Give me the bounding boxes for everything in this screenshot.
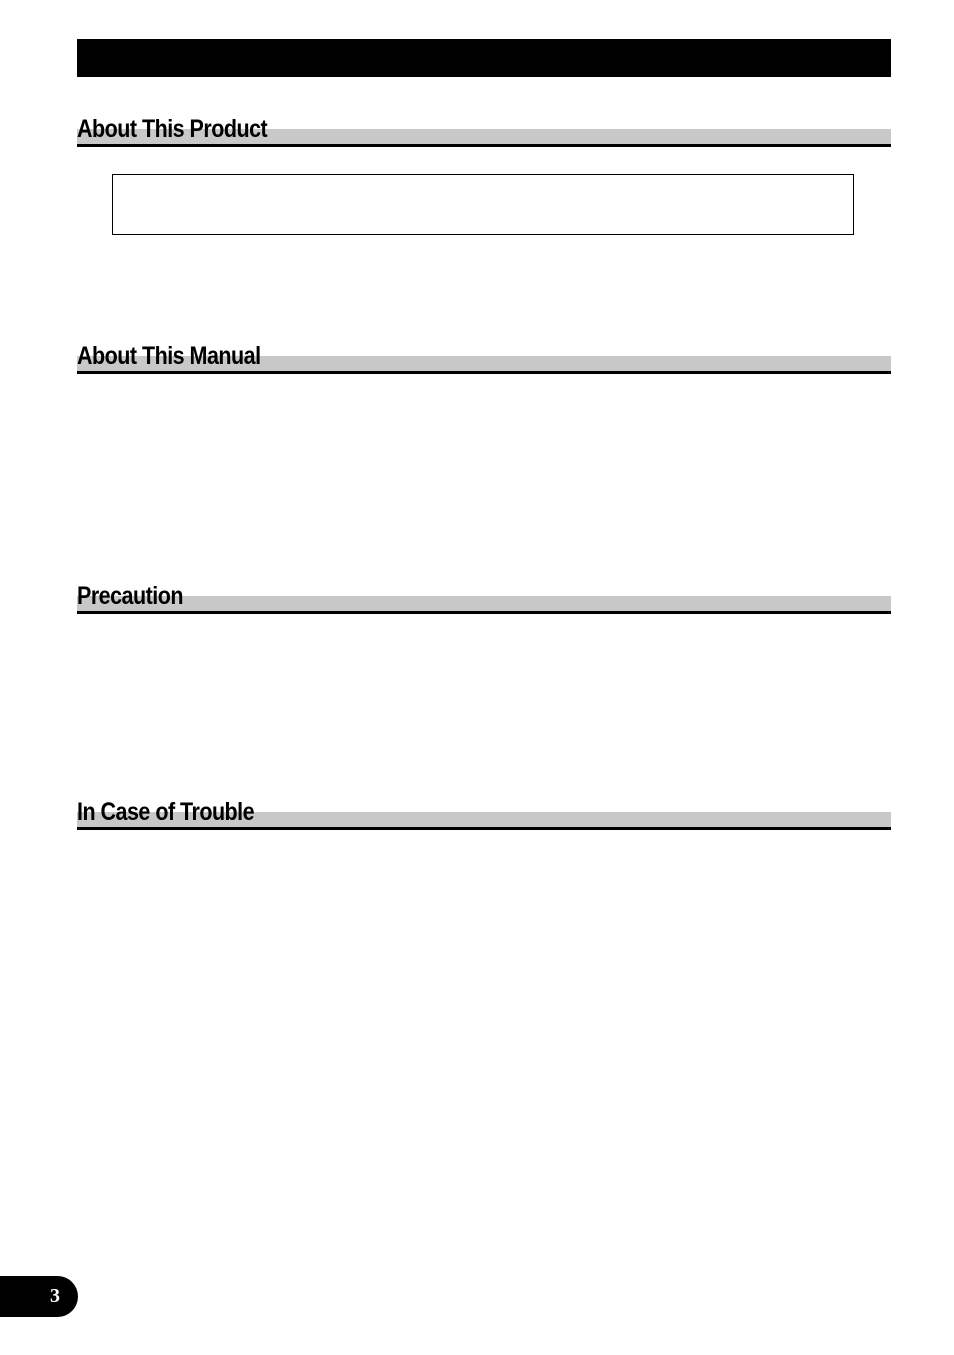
- section-heading-in-case-of-trouble: [77, 794, 891, 830]
- section-heading-about-this-manual: [77, 338, 891, 374]
- notice-box: [112, 174, 854, 235]
- section-heading-about-this-product: [77, 111, 891, 147]
- section-title: About This Manual: [77, 342, 261, 370]
- section-title: About This Product: [77, 115, 268, 143]
- heading-rule: [77, 827, 891, 830]
- page-number-tab: [0, 1276, 78, 1317]
- section-title: Precaution: [77, 582, 183, 610]
- section-heading-precaution: [77, 578, 891, 614]
- heading-rule: [77, 144, 891, 147]
- section-title: In Case of Trouble: [77, 798, 255, 826]
- heading-rule: [77, 371, 891, 374]
- page-header-bar: [77, 39, 891, 77]
- heading-rule: [77, 611, 891, 614]
- page-number: 3: [50, 1285, 60, 1307]
- heading-band: [77, 596, 891, 611]
